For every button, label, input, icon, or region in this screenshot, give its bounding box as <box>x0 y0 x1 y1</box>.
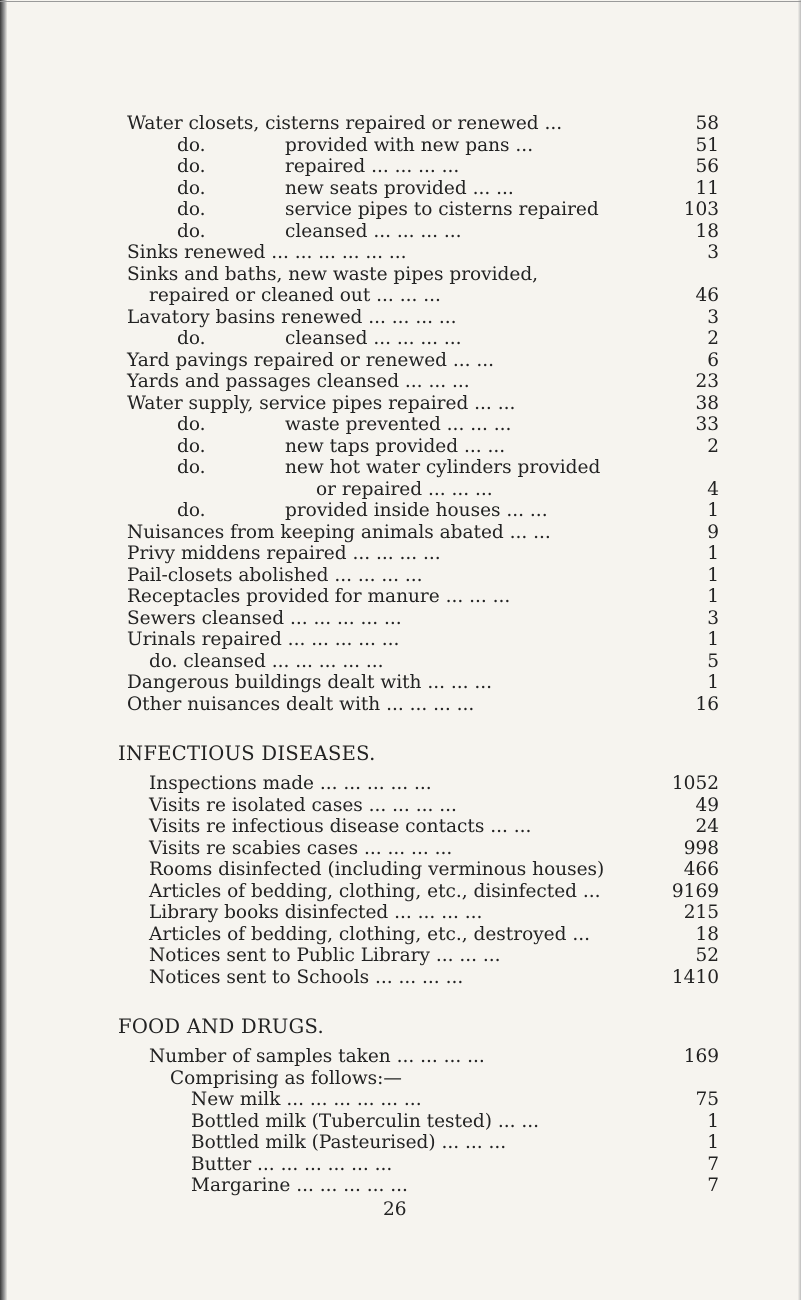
row-label: Yard pavings repaired or renewed ... ... <box>127 349 495 371</box>
row-value: 16 <box>695 693 719 715</box>
row-label: do. <box>177 220 206 242</box>
row-value: 75 <box>695 1089 719 1110</box>
row-label: do. <box>177 435 206 457</box>
row-label: Rooms disinfected (including verminous houses) <box>149 859 605 880</box>
row-value: 51 <box>695 134 719 156</box>
row-value: 1 <box>707 629 719 650</box>
row-sub-label: service pipes to cisterns repaired <box>285 199 599 220</box>
section-heading: FOOD AND DRUGS. <box>118 1015 325 1038</box>
row-value: 5 <box>707 650 719 672</box>
row-label: Other nuisances dealt with ... ... ... ... <box>127 693 475 715</box>
row-label: Inspections made ... ... ... ... ... <box>149 773 432 794</box>
row-value: 1 <box>707 564 719 586</box>
row-value: 18 <box>695 220 719 242</box>
row-value: 2 <box>707 328 719 349</box>
row-sub-label: new seats provided ... ... <box>285 177 514 199</box>
row-sub-label: new taps provided ... ... <box>285 435 506 457</box>
row-value: 103 <box>683 199 719 220</box>
row-label: Yards and passages cleansed ... ... ... <box>127 371 470 392</box>
row-value: 7 <box>707 1153 719 1175</box>
row-value: 466 <box>683 859 719 880</box>
row-label: Sinks renewed ... ... ... ... ... ... <box>127 242 407 263</box>
row-label: Number of samples taken ... ... ... ... <box>149 1046 485 1067</box>
row-sub-label: or repaired ... ... ... <box>316 478 493 500</box>
row-value: 49 <box>695 794 719 816</box>
row-value: 6 <box>707 349 719 371</box>
row-sub-label: provided with new pans ... <box>285 134 534 156</box>
row-label: do. <box>177 199 206 220</box>
row-label: Butter ... ... ... ... ... ... <box>191 1153 393 1175</box>
row-label: New milk ... ... ... ... ... ... <box>191 1089 422 1110</box>
row-value: 38 <box>695 392 719 414</box>
row-label: Pail-closets abolished ... ... ... ... <box>127 564 423 586</box>
row-label: Nuisances from keeping animals abated ... ... <box>127 521 551 543</box>
row-value: 56 <box>695 156 719 177</box>
row-label: Articles of bedding, clothing, etc., destroyed ... <box>149 923 590 945</box>
row-label: Dangerous buildings dealt with ... ... ... <box>127 672 493 693</box>
row-label: do. <box>177 328 206 349</box>
row-value: 9 <box>707 521 719 543</box>
row-label: Receptacles provided for manure ... ... ... <box>127 586 511 607</box>
row-label: do. <box>177 500 206 521</box>
row-value: 1410 <box>671 966 719 988</box>
row-value: 9169 <box>671 880 719 902</box>
row-sub-label: waste prevented ... ... ... <box>285 414 512 435</box>
row-label: Privy middens repaired ... ... ... ... <box>127 543 441 564</box>
row-value: 2 <box>707 435 719 457</box>
row-value: 7 <box>707 1175 719 1196</box>
row-label: Lavatory basins renewed ... ... ... ... <box>127 306 457 328</box>
section-heading: INFECTIOUS DISEASES. <box>118 742 376 765</box>
row-label: Articles of bedding, clothing, etc., disinfected ... <box>149 880 601 902</box>
row-value: 3 <box>707 242 719 263</box>
row-value: 33 <box>695 414 719 435</box>
row-label: do. cleansed ... ... ... ... ... <box>149 650 384 672</box>
row-label: Comprising as follows:— <box>170 1067 402 1089</box>
row-label: Visits re infectious disease contacts ... ... <box>149 816 532 837</box>
row-value: 4 <box>707 478 719 500</box>
page-number: 26 <box>383 1198 407 1220</box>
row-value: 169 <box>683 1046 719 1067</box>
row-value: 3 <box>707 607 719 629</box>
row-value: 1 <box>707 1132 719 1153</box>
row-label: Library books disinfected ... ... ... ... <box>149 902 483 923</box>
row-label: do. <box>177 457 206 478</box>
row-label: Notices sent to Public Library ... ... ... <box>149 945 501 966</box>
row-value: 998 <box>683 837 719 859</box>
row-label: Bottled milk (Pasteurised) ... ... ... <box>191 1132 507 1153</box>
page-edge-left <box>0 0 7 1300</box>
row-value: 215 <box>683 902 719 923</box>
row-label: do. <box>177 156 206 177</box>
row-value: 23 <box>695 371 719 392</box>
page-top-edge <box>0 1 801 2</box>
row-value: 18 <box>695 923 719 945</box>
row-label: Water supply, service pipes repaired ... ... <box>127 392 516 414</box>
row-value: 1 <box>707 1110 719 1132</box>
row-label: Bottled milk (Tuberculin tested) ... ... <box>191 1110 540 1132</box>
row-label: do. <box>177 414 206 435</box>
row-label: Margarine ... ... ... ... ... <box>191 1175 408 1196</box>
row-label: Notices sent to Schools ... ... ... ... <box>149 966 464 988</box>
row-value: 1 <box>707 543 719 564</box>
row-label: Water closets, cisterns repaired or renewed ... <box>127 113 563 134</box>
row-value: 1052 <box>671 773 719 794</box>
row-value: 3 <box>707 306 719 328</box>
row-label: repaired or cleaned out ... ... ... <box>149 285 441 306</box>
row-label: Sinks and baths, new waste pipes provided, <box>127 263 539 285</box>
row-value: 24 <box>695 816 719 837</box>
row-value: 46 <box>695 285 719 306</box>
row-value: 58 <box>695 113 719 134</box>
row-label: do. <box>177 177 206 199</box>
row-sub-label: provided inside houses ... ... <box>285 500 548 521</box>
row-sub-label: repaired ... ... ... ... <box>285 156 460 177</box>
row-value: 11 <box>695 177 719 199</box>
row-value: 1 <box>707 586 719 607</box>
row-value: 52 <box>695 945 719 966</box>
row-label: do. <box>177 134 206 156</box>
row-sub-label: cleansed ... ... ... ... <box>285 220 462 242</box>
row-value: 1 <box>707 500 719 521</box>
row-label: Visits re scabies cases ... ... ... ... <box>149 837 453 859</box>
row-sub-label: new hot water cylinders provided <box>285 457 601 478</box>
row-label: Sewers cleansed ... ... ... ... ... <box>127 607 402 629</box>
row-value: 1 <box>707 672 719 693</box>
row-label: Visits re isolated cases ... ... ... ... <box>149 794 457 816</box>
row-sub-label: cleansed ... ... ... ... <box>285 328 462 349</box>
row-label: Urinals repaired ... ... ... ... ... <box>127 629 400 650</box>
